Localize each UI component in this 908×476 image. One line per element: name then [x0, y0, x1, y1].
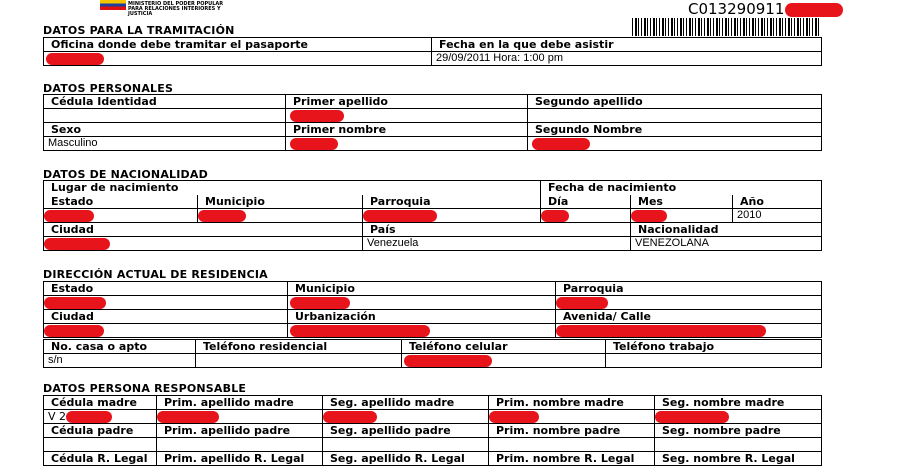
- seg-nom-padre-label: Seg. nombre padre: [655, 424, 822, 438]
- nac-estado-value: [44, 209, 198, 223]
- pais-value: Venezuela: [363, 237, 631, 251]
- segundo-apellido-label: Segundo apellido: [528, 95, 822, 109]
- seg-ap-madre-value: [323, 410, 489, 424]
- seg-nom-madre-value: [655, 410, 822, 424]
- urbanizacion-value: [288, 324, 556, 338]
- redaction-mark: [290, 110, 344, 122]
- section-title-personales: DATOS PERSONALES: [43, 82, 174, 95]
- seg-nom-legal-label: Seg. nombre R. Legal: [655, 452, 822, 466]
- nac-ciudad-label: Ciudad: [44, 223, 363, 237]
- tel-residencial-label: Teléfono residencial: [196, 340, 402, 354]
- personales-table: [43, 94, 822, 151]
- redaction-mark: [655, 411, 729, 423]
- urbanizacion-label: Urbanización: [288, 310, 556, 324]
- dia-value: [541, 209, 631, 223]
- section-title-nacionalidad: DATOS DE NACIONALIDAD: [43, 168, 208, 181]
- res-parroquia-label: Parroquia: [556, 282, 822, 296]
- nac-estado-label: Estado: [44, 195, 198, 209]
- oficina-label: Oficina donde debe tramitar el pasaporte: [44, 38, 432, 52]
- seg-ap-madre-label: Seg. apellido madre: [323, 396, 489, 410]
- section-title-tramitacion: DATOS PARA LA TRAMITACIÓN: [43, 24, 235, 37]
- prim-ap-madre-label: Prim. apellido madre: [157, 396, 323, 410]
- responsable-table: [43, 395, 822, 466]
- redaction-mark: [44, 210, 94, 222]
- res-ciudad-label: Ciudad: [44, 310, 288, 324]
- res-municipio-value: [288, 296, 556, 310]
- ministry-name: MINISTERIO DEL PODER POPULAR PARA RELACIONES INTERIORES Y JUSTICIA: [128, 1, 224, 17]
- nac-parroquia-label: Parroquia: [363, 195, 541, 209]
- primer-nombre-value: [286, 137, 528, 151]
- telefonos-table: [43, 339, 822, 368]
- redaction-mark: [532, 138, 590, 150]
- redaction-mark: [404, 355, 492, 367]
- fecha-nacimiento-label: Fecha de nacimiento: [541, 181, 822, 195]
- prim-ap-legal-label: Prim. apellido R. Legal: [157, 452, 323, 466]
- segundo-apellido-value: [528, 109, 822, 123]
- res-estado-value: [44, 296, 288, 310]
- prim-nom-madre-value: [489, 410, 655, 424]
- redaction-mark: [157, 411, 219, 423]
- redaction-mark: [363, 210, 437, 222]
- nacionalidad-label: Nacionalidad: [631, 223, 822, 237]
- flag-logo-icon: [100, 0, 126, 10]
- tel-trabajo-value: [606, 354, 822, 368]
- primer-apellido-label: Primer apellido: [286, 95, 528, 109]
- residencia-table: [43, 281, 822, 338]
- anio-value: 2010: [733, 209, 822, 223]
- cedula-padre-value: [44, 438, 157, 452]
- nac-municipio-value: [198, 209, 363, 223]
- prim-ap-padre-label: Prim. apellido padre: [157, 424, 323, 438]
- seg-ap-padre-label: Seg. apellido padre: [323, 424, 489, 438]
- redaction-mark: [556, 325, 766, 337]
- redaction-mark: [44, 325, 104, 337]
- redaction-mark: [323, 411, 377, 423]
- barcode-icon: [632, 18, 820, 36]
- redaction-mark: [541, 210, 569, 222]
- nacionalidad-table: [43, 180, 822, 251]
- redaction-mark: [44, 297, 106, 309]
- redaction-mark: [66, 411, 112, 423]
- nacionalidad-value: VENEZOLANA: [631, 237, 822, 251]
- casa-value: s/n: [44, 354, 196, 368]
- seg-ap-padre-value: [323, 438, 489, 452]
- prim-nom-legal-label: Prim. nombre R. Legal: [489, 452, 655, 466]
- tel-residencial-value: [196, 354, 402, 368]
- redaction-mark: [556, 297, 608, 309]
- oficina-value: [44, 52, 432, 66]
- res-estado-label: Estado: [44, 282, 288, 296]
- section-title-responsable: DATOS PERSONA RESPONSABLE: [43, 382, 247, 395]
- prim-ap-madre-value: [157, 410, 323, 424]
- sexo-label: Sexo: [44, 123, 286, 137]
- nac-municipio-label: Municipio: [198, 195, 363, 209]
- tel-celular-value: [402, 354, 606, 368]
- mes-label: Mes: [631, 195, 733, 209]
- tel-trabajo-label: Teléfono trabajo: [606, 340, 822, 354]
- fecha-asistir-value: 29/09/2011 Hora: 1:00 pm: [432, 52, 822, 66]
- mes-value: [631, 209, 733, 223]
- tel-celular-label: Teléfono celular: [402, 340, 606, 354]
- primer-nombre-label: Primer nombre: [286, 123, 528, 137]
- fecha-asistir-label: Fecha en la que debe asistir: [432, 38, 822, 52]
- lugar-nacimiento-label: Lugar de nacimiento: [44, 181, 541, 195]
- cedula-legal-label: Cédula R. Legal: [44, 452, 157, 466]
- avenida-label: Avenida/ Calle: [556, 310, 822, 324]
- cedula-label: Cédula Identidad: [44, 95, 286, 109]
- cedula-value: [44, 109, 286, 123]
- redaction-mark: [198, 210, 246, 222]
- cedula-padre-label: Cédula padre: [44, 424, 157, 438]
- redaction-mark: [44, 238, 110, 250]
- redaction-mark: [46, 53, 104, 65]
- seg-ap-legal-label: Seg. apellido R. Legal: [323, 452, 489, 466]
- prim-nom-padre-label: Prim. nombre padre: [489, 424, 655, 438]
- avenida-value: [556, 324, 822, 338]
- segundo-nombre-label: Segundo Nombre: [528, 123, 822, 137]
- res-municipio-label: Municipio: [288, 282, 556, 296]
- nac-ciudad-value: [44, 237, 363, 251]
- seg-nom-madre-label: Seg. nombre madre: [655, 396, 822, 410]
- cedula-madre-label: Cédula madre: [44, 396, 157, 410]
- nac-parroquia-value: [363, 209, 541, 223]
- segundo-nombre-value: [528, 137, 822, 151]
- dia-label: Día: [541, 195, 631, 209]
- res-ciudad-value: [44, 324, 288, 338]
- redaction-mark: [785, 3, 843, 17]
- redaction-mark: [631, 210, 667, 222]
- cedula-madre-value: V 2: [44, 410, 157, 424]
- document-code: C013290911: [688, 0, 843, 18]
- primer-apellido-value: [286, 109, 528, 123]
- section-title-residencia: DIRECCIÓN ACTUAL DE RESIDENCIA: [43, 268, 268, 281]
- redaction-mark: [290, 297, 350, 309]
- redaction-mark: [489, 411, 539, 423]
- res-parroquia-value: [556, 296, 822, 310]
- anio-label: Año: [733, 195, 822, 209]
- redaction-mark: [290, 325, 430, 337]
- redaction-mark: [290, 138, 338, 150]
- sexo-value: Masculino: [44, 137, 286, 151]
- pais-label: País: [363, 223, 631, 237]
- casa-label: No. casa o apto: [44, 340, 196, 354]
- prim-ap-padre-value: [157, 438, 323, 452]
- prim-nom-madre-label: Prim. nombre madre: [489, 396, 655, 410]
- tramitacion-table: [43, 37, 822, 66]
- seg-nom-padre-value: [655, 438, 822, 452]
- prim-nom-padre-value: [489, 438, 655, 452]
